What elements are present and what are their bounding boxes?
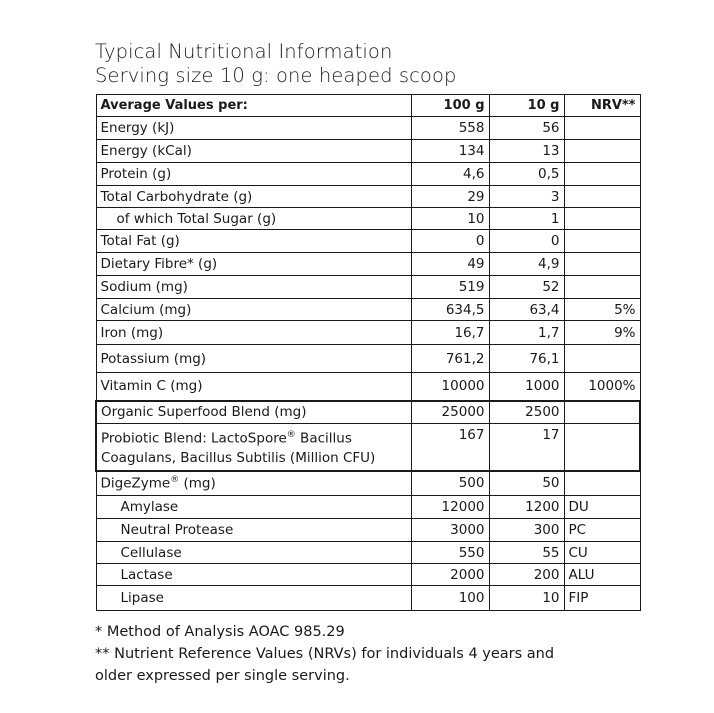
value-100g: 10: [411, 208, 489, 230]
value-100g: 550: [411, 542, 489, 564]
value-10g: 1: [489, 208, 564, 230]
table-row: [96, 471, 640, 496]
row-label: Amylase: [96, 496, 411, 519]
table-row: [96, 496, 640, 519]
value-100g: 761,2: [411, 345, 489, 373]
value-nrv: [564, 401, 640, 424]
table-row: [96, 230, 640, 253]
value-100g: 2000: [411, 564, 489, 586]
value-10g: 52: [489, 276, 564, 299]
table-row: [96, 424, 640, 471]
row-label: Lactase: [96, 564, 411, 586]
nutrition-table: [95, 94, 641, 611]
row-label: Energy (kJ): [96, 117, 411, 140]
value-10g: 300: [489, 519, 564, 542]
value-10g: 56: [489, 117, 564, 140]
header-100g: 100 g: [411, 95, 489, 117]
table-row: [96, 253, 640, 276]
table-row: [96, 208, 640, 230]
value-100g: 25000: [411, 401, 489, 424]
value-10g: 76,1: [489, 345, 564, 373]
row-label: Cellulase: [96, 542, 411, 564]
header-nrv: NRV**: [564, 95, 640, 117]
footnote-nrv-line-1: ** Nutrient Reference Values (NRVs) for individuals 4 years and: [95, 646, 555, 662]
value-10g: 13: [489, 140, 564, 163]
table-row: [96, 564, 640, 586]
value-nrv: 5%: [564, 299, 640, 321]
value-nrv: [564, 117, 640, 140]
value-10g: 3: [489, 186, 564, 208]
row-label: [96, 424, 411, 471]
header-10g: 10 g: [489, 95, 564, 117]
value-10g: 4,9: [489, 253, 564, 276]
table-row: [96, 186, 640, 208]
value-100g: 29: [411, 186, 489, 208]
table-row: [96, 586, 640, 611]
digezyme-label-part-a: DigeZyme: [100, 475, 171, 492]
value-100g: 519: [411, 276, 489, 299]
value-unit: ALU: [564, 564, 640, 586]
value-100g: 49: [411, 253, 489, 276]
probiotic-label-part-a: Probiotic Blend: LactoSpore: [101, 430, 287, 447]
row-label: Calcium (mg): [96, 299, 411, 321]
row-label: Organic Superfood Blend (mg): [96, 401, 411, 424]
row-label: Total Fat (g): [96, 230, 411, 253]
value-100g: 0: [411, 230, 489, 253]
header-average-values: Average Values per:: [96, 95, 411, 117]
digezyme-label-part-b: (mg): [179, 475, 216, 492]
value-nrv: 9%: [564, 321, 640, 345]
row-label: of which Total Sugar (g): [96, 208, 411, 230]
value-unit: DU: [564, 496, 640, 519]
value-100g: 10000: [411, 373, 489, 401]
row-label: Potassium (mg): [96, 345, 411, 373]
table-row: [96, 542, 640, 564]
value-10g: 0,5: [489, 163, 564, 186]
row-label: Lipase: [96, 586, 411, 611]
value-100g: 500: [411, 471, 489, 496]
table-row: [96, 345, 640, 373]
footnotes: [95, 621, 554, 687]
value-10g: 200: [489, 564, 564, 586]
value-nrv: [564, 208, 640, 230]
value-10g: 10: [489, 586, 564, 611]
registered-mark: ®: [286, 430, 296, 440]
row-label: Total Carbohydrate (g): [96, 186, 411, 208]
value-10g: 1,7: [489, 321, 564, 345]
value-100g: 100: [411, 586, 489, 611]
value-100g: 16,7: [411, 321, 489, 345]
value-10g: 0: [489, 230, 564, 253]
value-nrv: 1000%: [564, 373, 640, 401]
value-100g: 3000: [411, 519, 489, 542]
value-10g: 63,4: [489, 299, 564, 321]
value-10g: 55: [489, 542, 564, 564]
footnote-method: * Method of Analysis AOAC 985.29: [95, 624, 345, 640]
value-nrv: [564, 186, 640, 208]
value-100g: 167: [411, 424, 489, 471]
table-row: [96, 519, 640, 542]
row-label: Protein (g): [96, 163, 411, 186]
row-label: Sodium (mg): [96, 276, 411, 299]
table-row: [96, 373, 640, 401]
row-label: Energy (kCal): [96, 140, 411, 163]
table-row: [96, 163, 640, 186]
table-row: [96, 140, 640, 163]
row-label: Neutral Protease: [96, 519, 411, 542]
table-row: [96, 299, 640, 321]
table-row: [96, 117, 640, 140]
value-100g: 634,5: [411, 299, 489, 321]
value-10g: 1200: [489, 496, 564, 519]
title-line-1: Typical Nutritional Information: [95, 40, 393, 63]
value-100g: 558: [411, 117, 489, 140]
value-nrv: [564, 163, 640, 186]
table-row: [96, 401, 640, 424]
value-nrv: [564, 471, 640, 496]
title-line-2: Serving size 10 g: one heaped scoop: [95, 64, 457, 87]
value-100g: 134: [411, 140, 489, 163]
row-label: Iron (mg): [96, 321, 411, 345]
value-unit: CU: [564, 542, 640, 564]
value-nrv: [564, 140, 640, 163]
value-nrv: [564, 424, 640, 471]
value-100g: 12000: [411, 496, 489, 519]
row-label: Vitamin C (mg): [96, 373, 411, 401]
value-nrv: [564, 253, 640, 276]
value-10g: 1000: [489, 373, 564, 401]
value-unit: FIP: [564, 586, 640, 611]
value-nrv: [564, 345, 640, 373]
value-nrv: [564, 276, 640, 299]
value-nrv: [564, 230, 640, 253]
value-10g: 50: [489, 471, 564, 496]
probiotic-label-part-b: Bacillus Coagulans, Bacillus Subtilis (Million CFU): [101, 430, 376, 466]
value-unit: PC: [564, 519, 640, 542]
table-row: [96, 276, 640, 299]
value-100g: 4,6: [411, 163, 489, 186]
table-header-row: [96, 95, 640, 117]
footnote-nrv-line-2: older expressed per single serving.: [95, 668, 350, 684]
page-title: [95, 40, 456, 88]
row-label: [96, 471, 411, 496]
table-row: [96, 321, 640, 345]
registered-mark: ®: [170, 475, 180, 485]
value-10g: 17: [489, 424, 564, 471]
row-label: Dietary Fibre* (g): [96, 253, 411, 276]
value-10g: 2500: [489, 401, 564, 424]
